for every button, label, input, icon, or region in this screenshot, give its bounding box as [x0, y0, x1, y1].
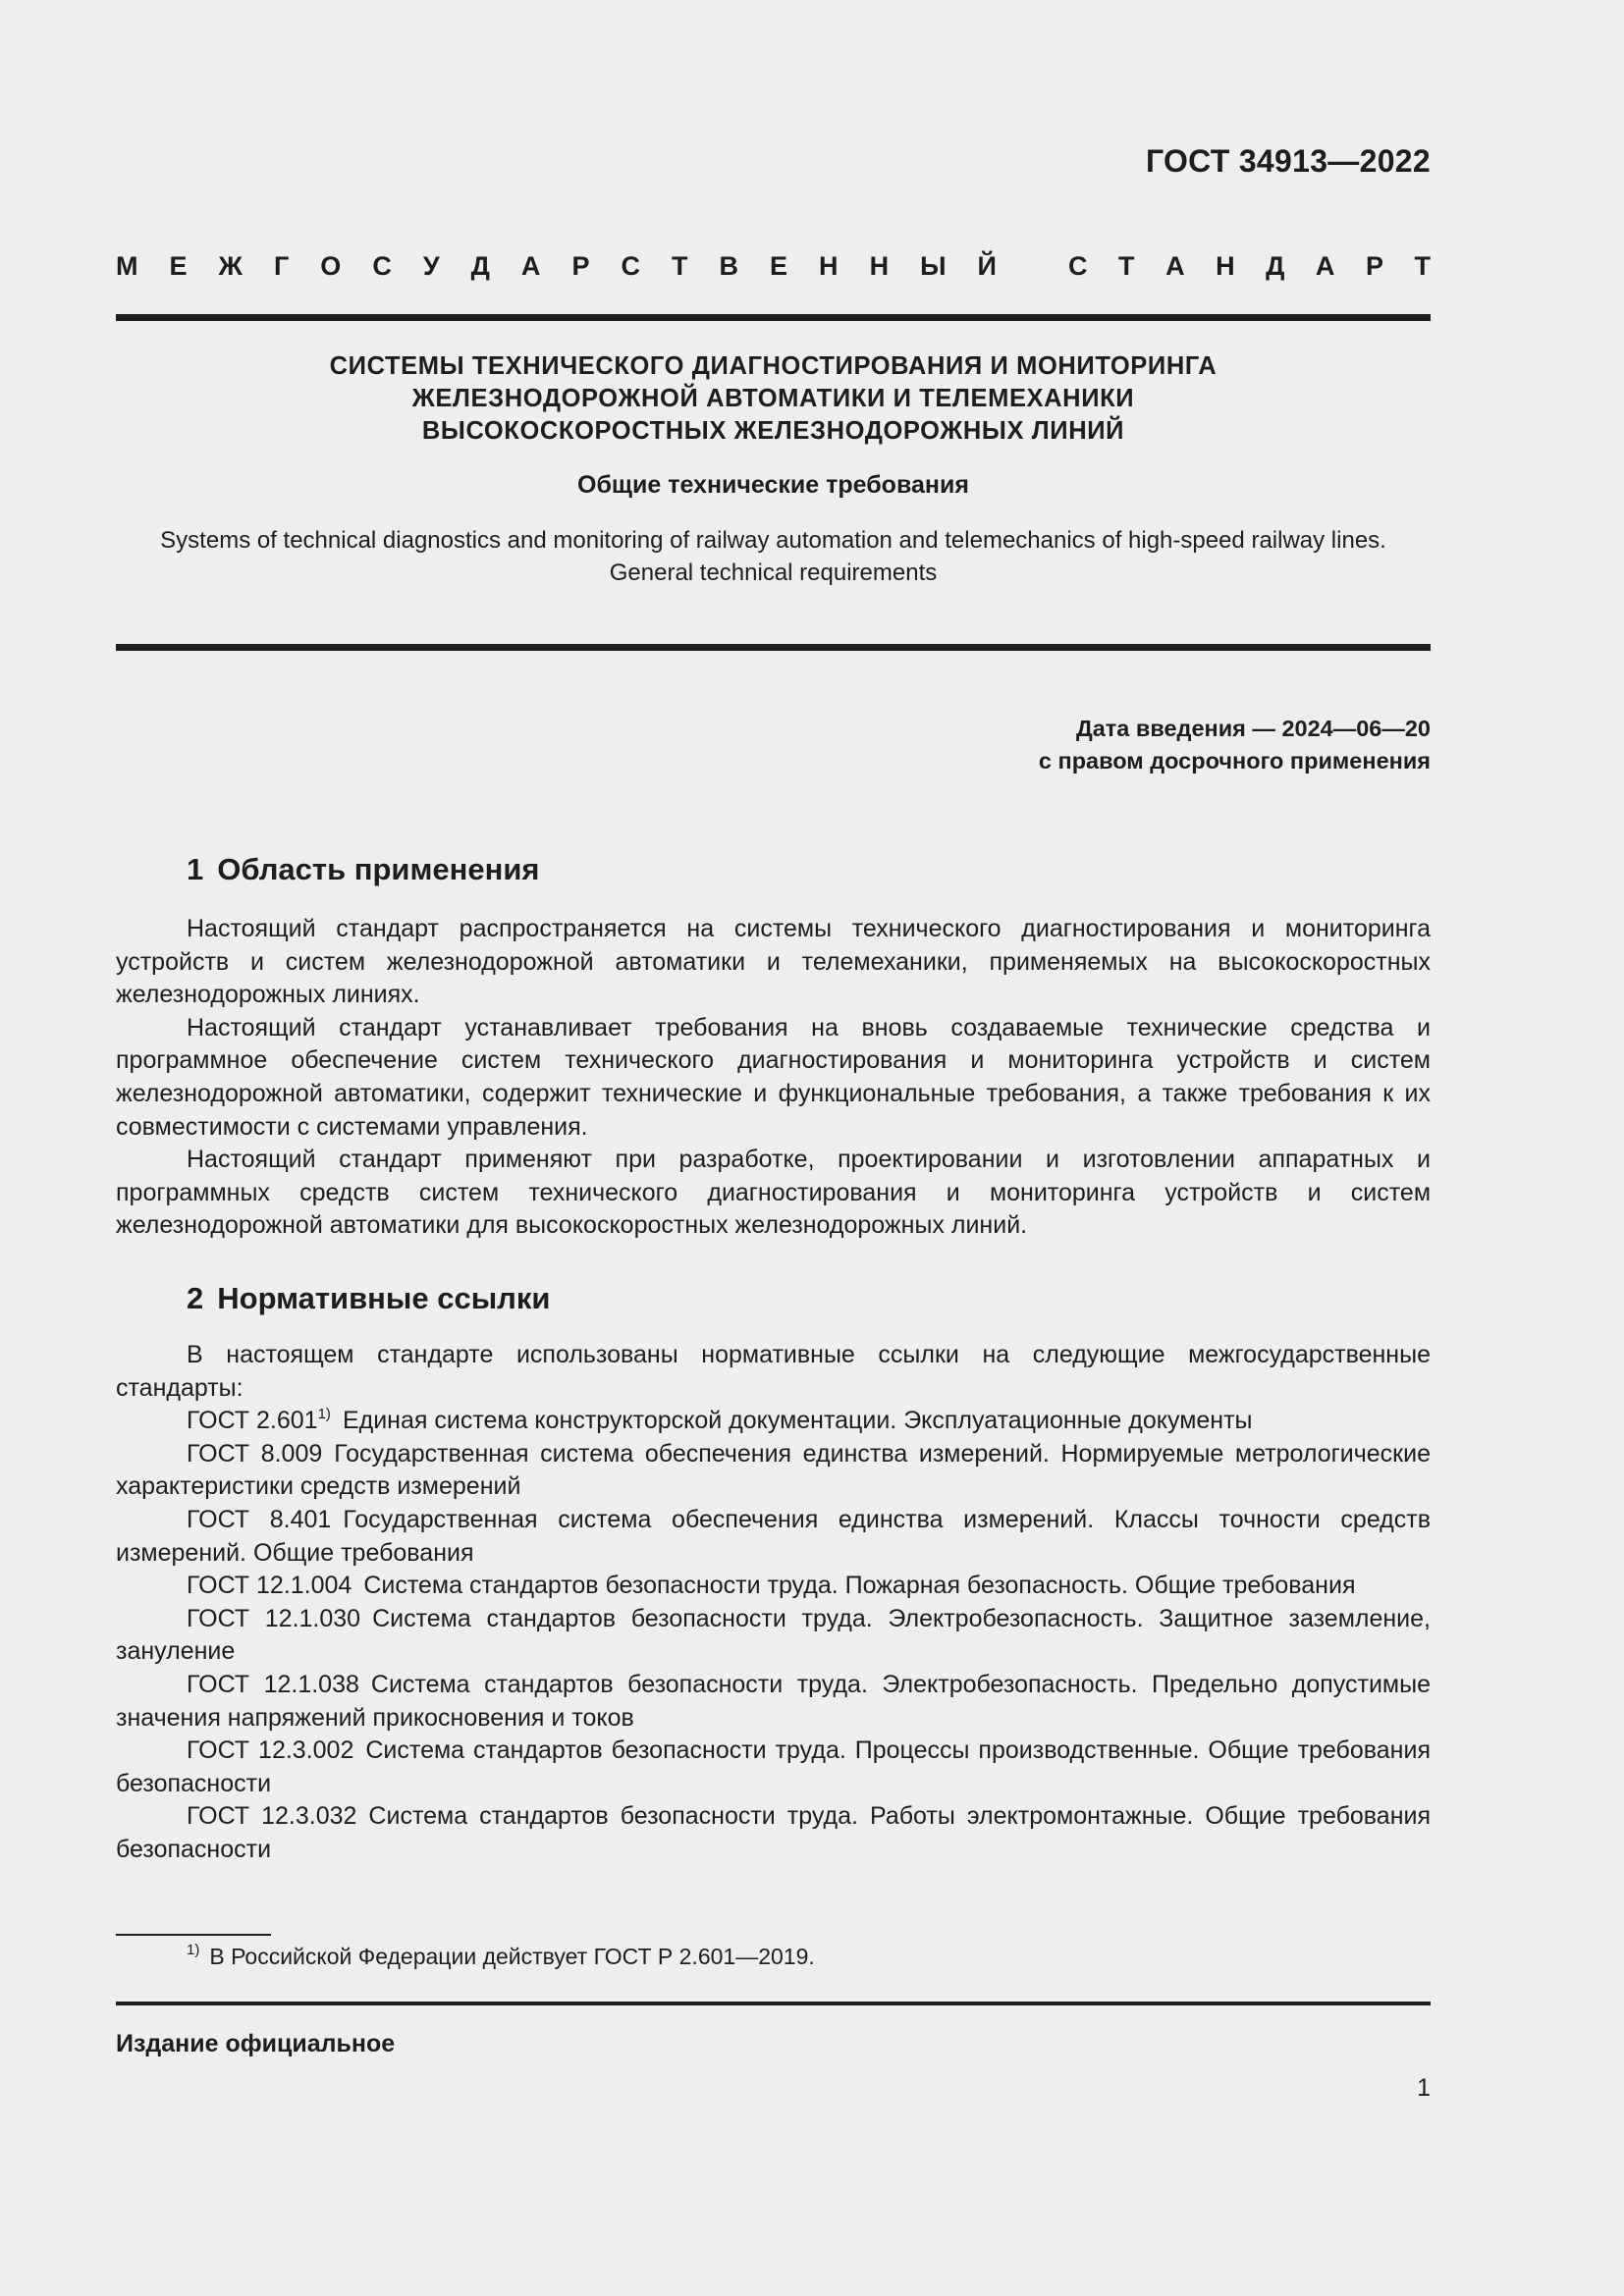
top-rule — [116, 314, 1431, 321]
caption-letter: М — [116, 251, 138, 281]
reference-item — [116, 1800, 1431, 1866]
caption-letter: А — [1165, 251, 1185, 281]
reference-code: ГОСТ 8.009 — [187, 1439, 323, 1468]
document-title-line: СИСТЕМЫ ТЕХНИЧЕСКОГО ДИАГНОСТИРОВАНИЯ И МОНИТОРИНГА — [329, 352, 1218, 380]
introduction-date-line: Дата введения — 2024—06—20 — [1075, 716, 1431, 741]
reference-title: Единая система конструкторской документации. Эксплуатационные документы — [342, 1407, 1253, 1435]
reference-code: ГОСТ 12.1.004 — [187, 1572, 352, 1600]
document-title-line: ВЫСОКОСКОРОСТНЫХ ЖЕЛЕЗНОДОРОЖНЫХ ЛИНИЙ — [421, 417, 1125, 445]
reference-title: Система стандартов безопасности труда. Электробезопасность. Предельно допустимые значения напряжений прикосновения и токов — [116, 1670, 1431, 1732]
reference-code: ГОСТ 12.3.002 — [187, 1736, 354, 1765]
reference-title: Система стандартов безопасности труда. Работы электромонтажные. Общие требования безопасности — [116, 1802, 1431, 1863]
caption-letter: О — [320, 251, 342, 281]
footnote — [187, 1942, 815, 1971]
reference-item — [116, 1438, 1431, 1504]
caption-letter: Р — [571, 251, 590, 281]
bottom-rule — [116, 2002, 1431, 2005]
gost-number: ГОСТ 34913—2022 — [1145, 143, 1431, 179]
caption-letter: В — [719, 251, 738, 281]
caption-letter: Е — [169, 251, 188, 281]
reference-title: Система стандартов безопасности труда. Пожарная безопасность. Общие требования — [363, 1572, 1356, 1600]
section-title: Нормативные ссылки — [217, 1281, 551, 1315]
caption-letter: С — [621, 251, 640, 281]
footnote-rule — [116, 1934, 271, 1936]
document-title-line: ЖЕЛЕЗНОДОРОЖНОЙ АВТОМАТИКИ И ТЕЛЕМЕХАНИКИ — [411, 385, 1135, 412]
english-title — [116, 524, 1431, 589]
reference-code: ГОСТ 2.601$^{1)}$ — [187, 1406, 331, 1435]
page-number: 1 — [1417, 2074, 1431, 2102]
caption-letter: А — [520, 251, 541, 281]
caption-letter: А — [1315, 251, 1335, 281]
reference-item — [116, 1504, 1431, 1570]
caption-letter: Ж — [218, 251, 243, 281]
caption-letter: Е — [770, 251, 788, 281]
document-page — [116, 0, 1431, 2296]
section-1-body — [116, 913, 1431, 1243]
section-heading — [187, 852, 540, 887]
caption-letter: Т — [1118, 251, 1135, 281]
caption-letter: С — [372, 251, 392, 281]
section-title: Область применения — [217, 852, 540, 886]
reference-title: Государственная система обеспечения единства измерений. Классы точности средств измерений. Общие требования — [116, 1505, 1431, 1567]
paragraph: Настоящий стандарт применяют при разработке, проектировании и изготовлении аппаратных и программных средств систем технического диагностирования и мониторинга устройств и систем железнодорожной автоматики для высокоскоростных железнодорожных линий. — [116, 1146, 1431, 1240]
reference-title: Государственная система обеспечения единства измерений. Нормируемые метрологические характеристики средств измерений — [116, 1439, 1431, 1501]
caption-letter: Р — [1365, 251, 1383, 281]
reference-item — [116, 1603, 1431, 1669]
caption-letter: Г — [273, 251, 290, 281]
interstate-standard-caption — [116, 251, 1431, 282]
document-subtitle: Общие технические требования — [577, 471, 969, 499]
caption-letter: Т — [671, 251, 688, 281]
reference-code: ГОСТ 12.3.032 — [187, 1802, 357, 1831]
caption-letter: Н — [1216, 251, 1235, 281]
caption-letter: Й — [977, 251, 997, 281]
english-title-line: Systems of technical diagnostics and monitoring of railway automation and telemechanics of high-speed railway lines. — [160, 527, 1386, 554]
footnote-mark: 1) — [317, 1406, 331, 1423]
caption-letter: У — [422, 251, 440, 281]
reference-title: Система стандартов безопасности труда. Процессы производственные. Общие требования безопасности — [116, 1736, 1431, 1797]
introduction-date — [1039, 713, 1431, 777]
caption-letter: Н — [869, 251, 890, 281]
english-title-line: General technical requirements — [609, 560, 938, 586]
paragraph: Настоящий стандарт устанавливает требования на вновь создаваемые технические средства и программное обеспечение систем технического диагностирования и мониторинга устройств и систем железнодорожной автоматики, содержит технические и функциональные требования, а также требования к их совместимости с системами управления. — [116, 1013, 1431, 1141]
official-edition-label: Издание официальное — [116, 2030, 396, 2057]
section-number: 1 — [187, 852, 204, 886]
reference-code: ГОСТ 12.1.038 — [187, 1670, 359, 1698]
reference-title: Система стандартов безопасности труда. Электробезопасность. Защитное заземление, зануление — [116, 1604, 1431, 1666]
section-heading — [187, 1281, 550, 1316]
interstate-word — [116, 251, 997, 282]
section-number: 2 — [187, 1281, 204, 1315]
caption-letter: Т — [1414, 251, 1431, 281]
early-application-note: с правом досрочного применения — [1038, 748, 1431, 774]
paragraph: В настоящем стандарте использованы нормативные ссылки на следующие межгосударственные стандарты: — [116, 1341, 1431, 1402]
caption-letter: Н — [819, 251, 839, 281]
reference-item — [116, 1405, 1431, 1438]
standard-word — [1068, 251, 1431, 282]
reference-item — [116, 1570, 1431, 1603]
paragraph: Настоящий стандарт распространяется на системы технического диагностирования и мониторинга устройств и систем железнодорожной автоматики и телемеханики, применяемых на высокоскоростных железнодорожных линиях. — [116, 915, 1431, 1009]
caption-letter: Ы — [920, 251, 947, 281]
footnote-mark: 1) — [187, 1942, 200, 1958]
section-2-body — [116, 1339, 1431, 1867]
reference-item — [116, 1669, 1431, 1735]
caption-letter: С — [1068, 251, 1088, 281]
reference-code: ГОСТ 8.401 — [187, 1505, 332, 1533]
reference-item — [116, 1735, 1431, 1800]
caption-letter: Д — [1266, 251, 1285, 281]
footnote-text: В Российской Федерации действует ГОСТ Р 2.601—2019. — [209, 1944, 815, 1969]
reference-code: ГОСТ 12.1.030 — [187, 1604, 361, 1632]
title-block — [116, 350, 1431, 589]
title-rule — [116, 644, 1431, 651]
caption-letter: Д — [470, 251, 490, 281]
